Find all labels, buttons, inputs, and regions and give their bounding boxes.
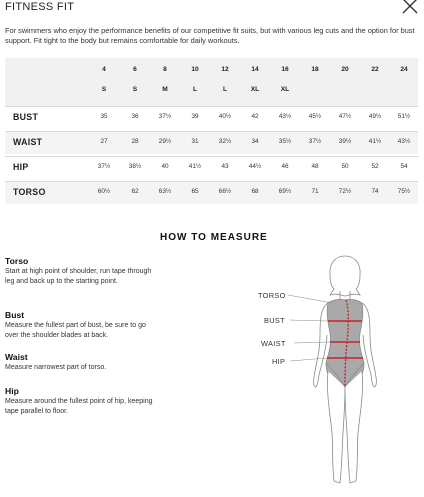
size-number-row	[5, 66, 418, 78]
table-cell: 41½	[188, 163, 202, 170]
size-letter-row	[5, 86, 418, 98]
size-cell: 22	[371, 66, 379, 73]
section-title: Torso	[5, 256, 29, 266]
size-letter-cell: L	[222, 86, 228, 93]
size-cell: 6	[133, 66, 137, 73]
table-cell: 39½	[338, 138, 352, 145]
table-cell: 32½	[218, 138, 232, 145]
table-cell: 43½	[397, 138, 411, 145]
table-cell: 38½	[128, 163, 142, 170]
row-label: WAIST	[13, 137, 43, 147]
table-cell: 42	[251, 113, 259, 120]
page-title: FITNESS FIT	[5, 1, 75, 13]
table-cell: 63½	[158, 188, 172, 195]
size-cell: 14	[251, 66, 259, 73]
table-cell: 36	[131, 113, 139, 120]
table-cell: 40	[161, 163, 169, 170]
table-cell: 34	[251, 138, 259, 145]
table-cell: 49½	[368, 113, 382, 120]
figure-label-bust: BUST	[264, 316, 285, 325]
body-silhouette-icon	[250, 253, 400, 493]
figure-label-waist: WAIST	[261, 339, 286, 348]
table-cell: 29½	[158, 138, 172, 145]
section-body: Measure the fullest part of bust, be sure to go over the shoulder blades at back.	[5, 322, 146, 339]
row-label: TORSO	[13, 187, 46, 197]
table-row-torso	[5, 181, 418, 204]
size-cell: 18	[311, 66, 319, 73]
size-letter-cell: XL	[280, 86, 290, 93]
row-label: BUST	[13, 112, 39, 122]
table-cell: 47½	[338, 113, 352, 120]
close-icon[interactable]	[401, 0, 419, 15]
table-cell: 71	[311, 188, 319, 195]
size-cell: 4	[102, 66, 106, 73]
table-row-waist	[5, 131, 418, 154]
section-title: Hip	[5, 386, 19, 396]
table-cell: 66½	[218, 188, 232, 195]
table-cell: 45½	[308, 113, 322, 120]
table-cell: 65	[191, 188, 199, 195]
table-header	[5, 58, 418, 106]
section-body: Measure narrowest part of torso.	[5, 364, 107, 371]
fit-description: For swimmers who enjoy the performance benefits of our competitive fit suits, but with various leg cuts and the option for bust support. Fit tight to the body but remains comfortable for daily workouts.	[5, 26, 415, 45]
size-cell: 20	[341, 66, 349, 73]
table-cell: 40½	[218, 113, 232, 120]
table-cell: 43½	[278, 113, 292, 120]
table-row-bust	[5, 106, 418, 129]
section-body: Measure around the fullest point of hip, keeping tape parallel to floor.	[5, 398, 153, 415]
figure-label-torso: TORSO	[258, 291, 286, 300]
figure-label-hip: HIP	[272, 357, 286, 366]
section-title: Waist	[5, 352, 28, 362]
table-cell: 72½	[338, 188, 352, 195]
table-cell: 46	[281, 163, 289, 170]
row-label: HIP	[13, 162, 29, 172]
size-letter-cell: M	[162, 86, 168, 93]
table-cell: 28	[131, 138, 139, 145]
size-cell: 12	[221, 66, 229, 73]
table-cell: 51½	[397, 113, 411, 120]
table-cell: 37½	[158, 113, 172, 120]
measure-section-bust	[5, 310, 155, 340]
table-cell: 50	[341, 163, 349, 170]
size-letter-cell: XL	[250, 86, 260, 93]
size-letter-cell: S	[101, 86, 107, 93]
section-body: Start at high point of shoulder, run tape through leg and back up to the starting point.	[5, 268, 152, 285]
measure-section-hip	[5, 386, 155, 416]
table-cell: 41½	[368, 138, 382, 145]
measure-section-waist	[5, 352, 155, 373]
size-chart-table	[5, 58, 418, 208]
table-cell: 37½	[308, 138, 322, 145]
table-cell: 31	[191, 138, 199, 145]
table-cell: 43	[221, 163, 229, 170]
table-cell: 62	[131, 188, 139, 195]
table-cell: 52	[371, 163, 379, 170]
how-to-measure-heading: HOW TO MEASURE	[160, 232, 268, 243]
table-cell: 35½	[278, 138, 292, 145]
size-letter-cell: L	[192, 86, 198, 93]
table-cell: 74	[371, 188, 379, 195]
header	[5, 0, 419, 22]
table-cell: 37½	[97, 163, 111, 170]
table-cell: 48	[311, 163, 319, 170]
table-cell: 54	[400, 163, 408, 170]
table-cell: 60½	[97, 188, 111, 195]
table-cell: 39	[191, 113, 199, 120]
measure-section-torso	[5, 256, 155, 286]
table-cell: 69½	[278, 188, 292, 195]
table-row-hip	[5, 156, 418, 179]
size-letter-cell: S	[132, 86, 138, 93]
table-cell: 68	[251, 188, 259, 195]
size-cell: 8	[163, 66, 167, 73]
table-cell: 27	[100, 138, 108, 145]
size-cell: 24	[400, 66, 408, 73]
measurement-figure	[250, 253, 400, 493]
section-title: Bust	[5, 310, 25, 320]
size-cell: 10	[191, 66, 199, 73]
table-cell: 44½	[248, 163, 262, 170]
table-cell: 35	[100, 113, 108, 120]
size-cell: 16	[281, 66, 289, 73]
table-cell: 75½	[397, 188, 411, 195]
